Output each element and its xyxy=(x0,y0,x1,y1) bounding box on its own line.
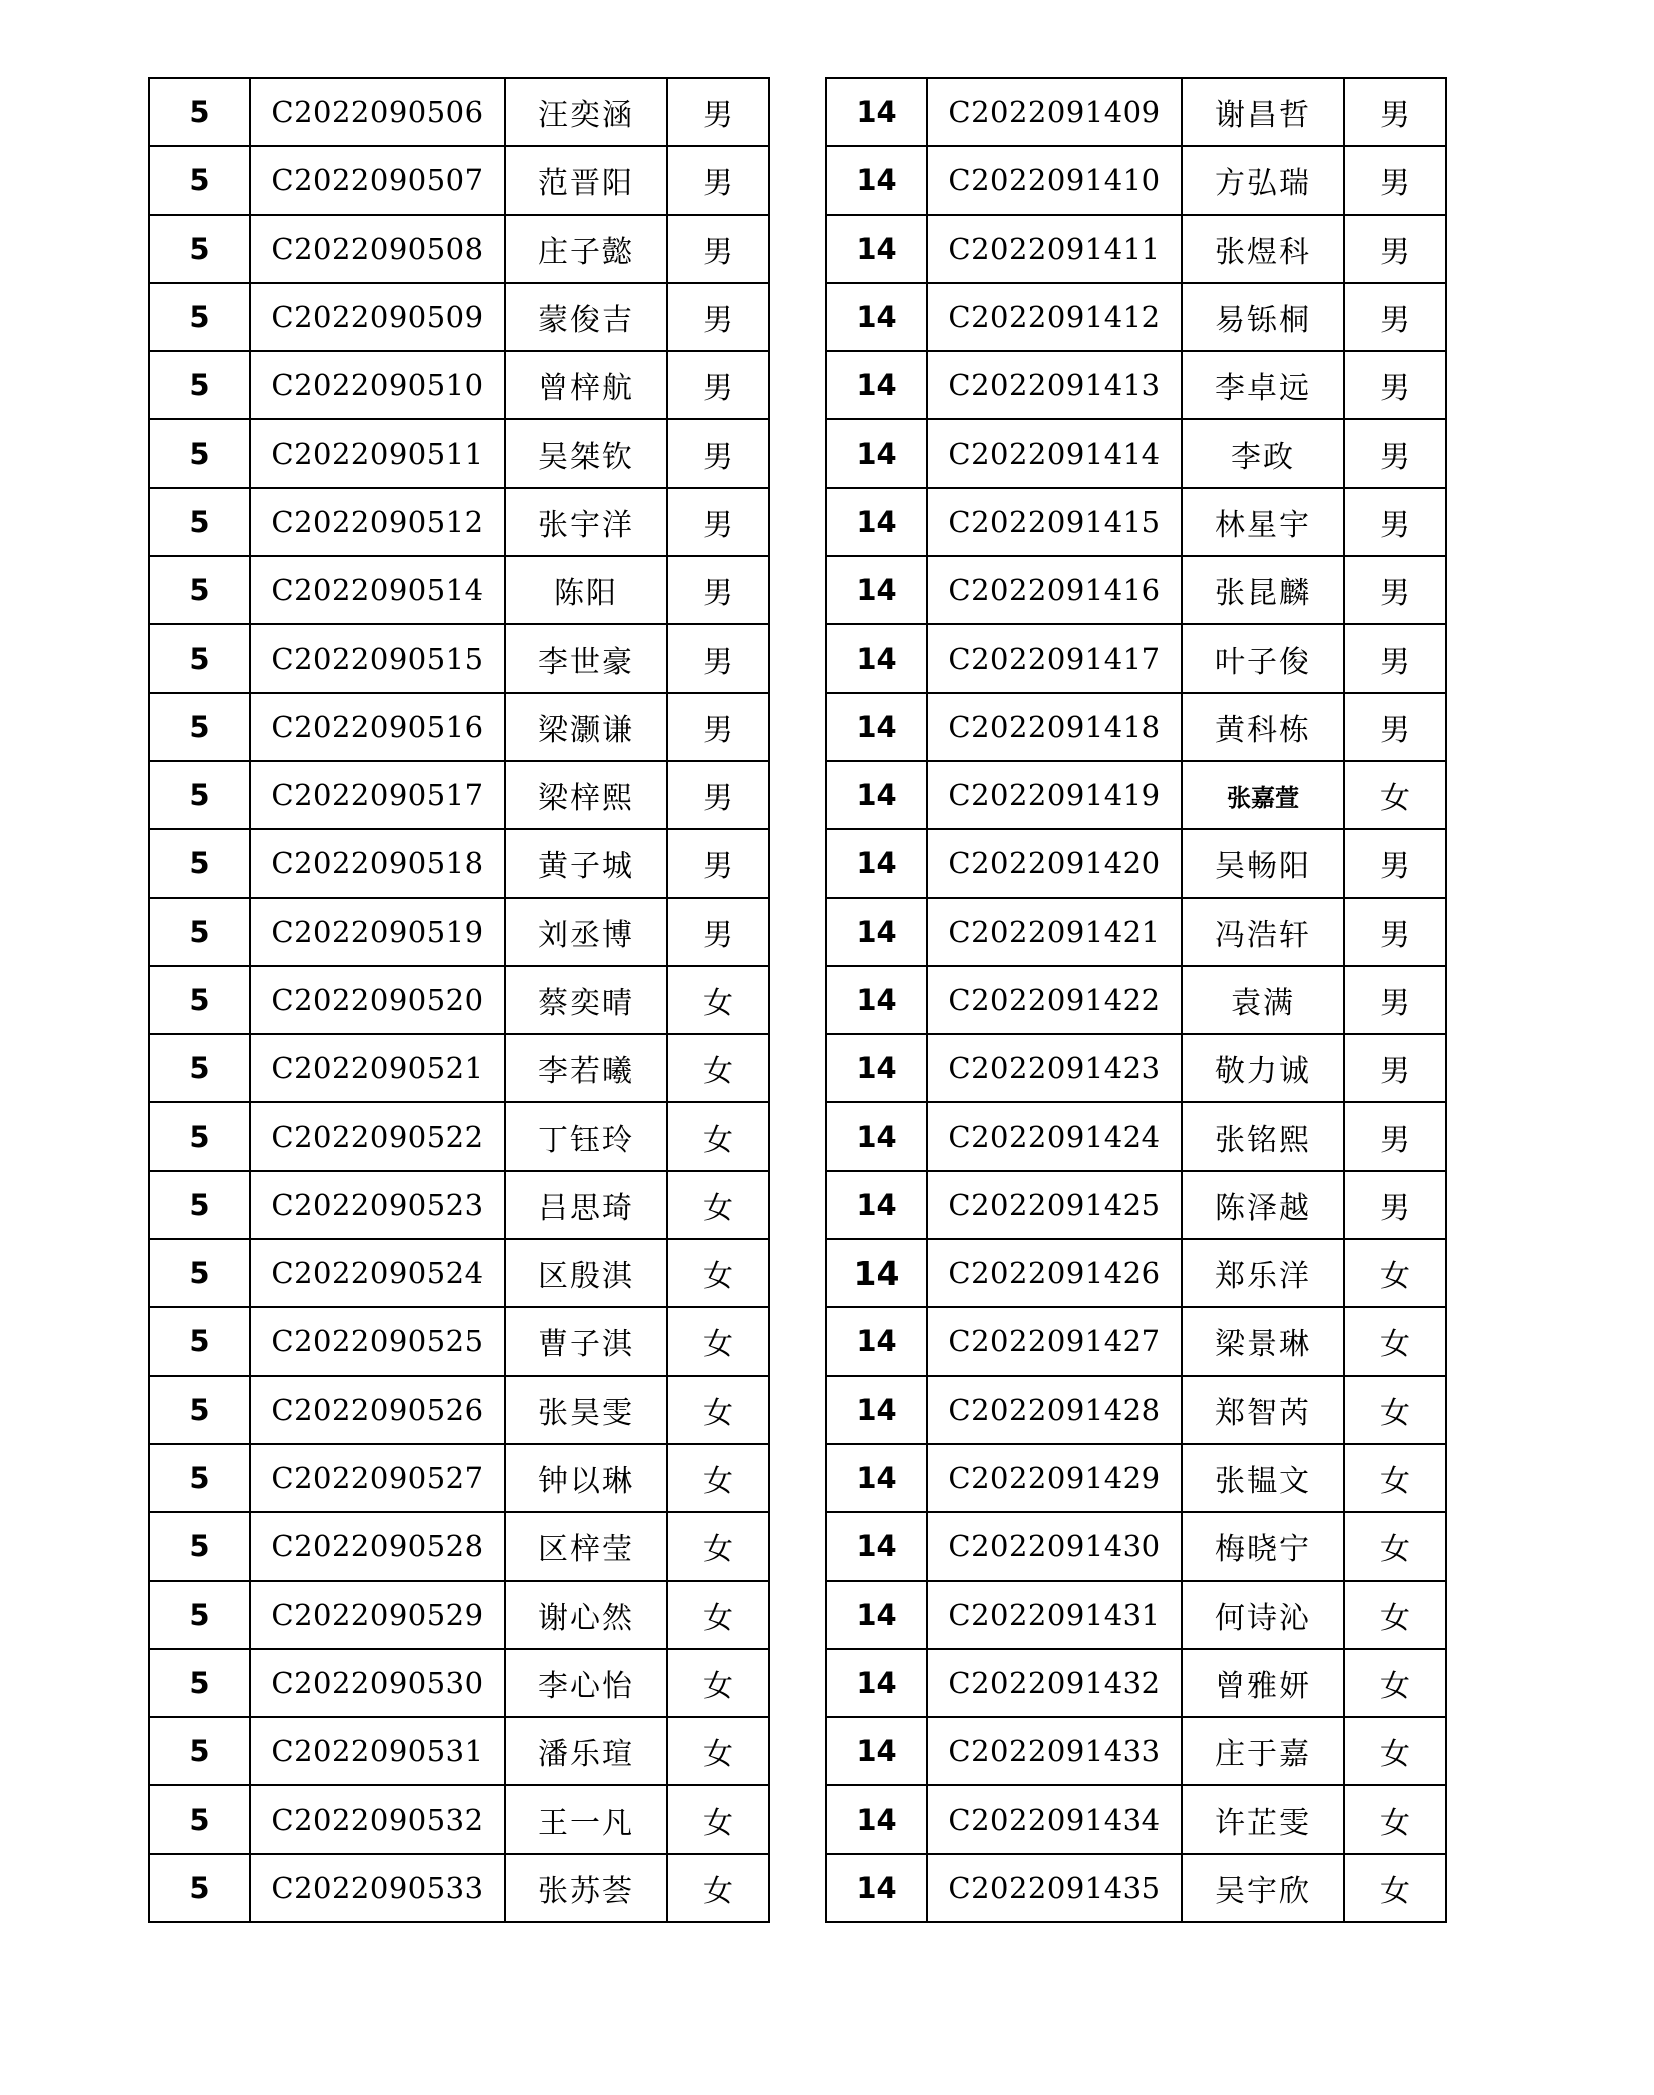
name-cell: 吴畅阳 xyxy=(1182,829,1344,897)
student-id-cell: C2022091412 xyxy=(927,283,1182,351)
table-row xyxy=(826,1854,1446,1922)
student-id-cell: C2022090528 xyxy=(250,1512,505,1580)
name-cell: 郑乐洋 xyxy=(1182,1239,1344,1307)
gender-cell: 男 xyxy=(667,215,769,283)
table-row xyxy=(149,1307,769,1375)
table-row xyxy=(149,1239,769,1307)
table-row xyxy=(149,1444,769,1512)
class-cell: 5 xyxy=(149,761,250,829)
name-cell: 谢昌哲 xyxy=(1182,78,1344,146)
name-cell: 冯浩轩 xyxy=(1182,898,1344,966)
table-row xyxy=(826,1171,1446,1239)
class-cell: 14 xyxy=(826,966,927,1034)
class-cell: 5 xyxy=(149,1376,250,1444)
name-cell: 吴桀钦 xyxy=(505,419,667,487)
table-row xyxy=(826,1239,1446,1307)
name-cell: 吕思琦 xyxy=(505,1171,667,1239)
gender-cell: 男 xyxy=(667,761,769,829)
student-id-cell: C2022090519 xyxy=(250,898,505,966)
student-id-cell: C2022090530 xyxy=(250,1649,505,1717)
class-cell: 5 xyxy=(149,1581,250,1649)
student-id-cell: C2022090531 xyxy=(250,1717,505,1785)
student-id-cell: C2022090518 xyxy=(250,829,505,897)
class-cell: 5 xyxy=(149,1171,250,1239)
gender-cell: 女 xyxy=(667,1102,769,1170)
name-cell: 张宇洋 xyxy=(505,488,667,556)
student-id-cell: C2022091421 xyxy=(927,898,1182,966)
table-row xyxy=(149,351,769,419)
student-id-cell: C2022090526 xyxy=(250,1376,505,1444)
name-cell: 曾梓航 xyxy=(505,351,667,419)
class-cell: 5 xyxy=(149,829,250,897)
name-cell: 黄科栋 xyxy=(1182,693,1344,761)
table-row xyxy=(149,78,769,146)
table-row xyxy=(826,1307,1446,1375)
gender-cell: 女 xyxy=(667,1444,769,1512)
name-cell: 张铭熙 xyxy=(1182,1102,1344,1170)
gender-cell: 女 xyxy=(1344,1785,1446,1853)
class-cell: 14 xyxy=(826,488,927,556)
name-cell: 张昆麟 xyxy=(1182,556,1344,624)
gender-cell: 男 xyxy=(1344,488,1446,556)
student-id-cell: C2022091419 xyxy=(927,761,1182,829)
table-row xyxy=(149,283,769,351)
student-id-cell: C2022090525 xyxy=(250,1307,505,1375)
class-cell: 5 xyxy=(149,1512,250,1580)
table-row xyxy=(826,1444,1446,1512)
table-row xyxy=(826,761,1446,829)
student-id-cell: C2022091417 xyxy=(927,624,1182,692)
name-cell: 区梓莹 xyxy=(505,1512,667,1580)
name-cell: 易铄桐 xyxy=(1182,283,1344,351)
class-cell: 14 xyxy=(826,898,927,966)
table-row xyxy=(149,419,769,487)
student-id-cell: C2022090512 xyxy=(250,488,505,556)
name-cell: 李心怡 xyxy=(505,1649,667,1717)
student-id-cell: C2022090532 xyxy=(250,1785,505,1853)
class-cell: 14 xyxy=(826,1376,927,1444)
class-cell: 14 xyxy=(826,829,927,897)
gender-cell: 男 xyxy=(667,898,769,966)
class-cell: 14 xyxy=(826,624,927,692)
gender-cell: 女 xyxy=(667,1376,769,1444)
table-row xyxy=(149,146,769,214)
name-cell: 陈阳 xyxy=(505,556,667,624)
name-cell: 林星宇 xyxy=(1182,488,1344,556)
student-id-cell: C2022090517 xyxy=(250,761,505,829)
name-cell: 汪奕涵 xyxy=(505,78,667,146)
name-cell: 曹子淇 xyxy=(505,1307,667,1375)
table-row xyxy=(826,283,1446,351)
class-cell: 14 xyxy=(826,351,927,419)
table-row xyxy=(149,1785,769,1853)
gender-cell: 女 xyxy=(667,1717,769,1785)
class-cell: 5 xyxy=(149,78,250,146)
gender-cell: 女 xyxy=(1344,1376,1446,1444)
gender-cell: 女 xyxy=(667,1512,769,1580)
name-cell: 张煜科 xyxy=(1182,215,1344,283)
class-cell: 14 xyxy=(826,1239,927,1307)
table-row xyxy=(826,829,1446,897)
gender-cell: 男 xyxy=(667,488,769,556)
student-id-cell: C2022090509 xyxy=(250,283,505,351)
class-cell: 14 xyxy=(826,215,927,283)
name-cell: 张昊雯 xyxy=(505,1376,667,1444)
class-cell: 5 xyxy=(149,1649,250,1717)
class-cell: 14 xyxy=(826,1102,927,1170)
class-cell: 14 xyxy=(826,556,927,624)
class-cell: 14 xyxy=(826,693,927,761)
table-row xyxy=(826,1581,1446,1649)
name-cell: 郑智芮 xyxy=(1182,1376,1344,1444)
table-row xyxy=(826,1785,1446,1853)
gender-cell: 男 xyxy=(667,829,769,897)
name-cell: 庄子懿 xyxy=(505,215,667,283)
name-cell: 陈泽越 xyxy=(1182,1171,1344,1239)
student-id-cell: C2022091430 xyxy=(927,1512,1182,1580)
gender-cell: 女 xyxy=(1344,1649,1446,1717)
table-row xyxy=(826,146,1446,214)
name-cell: 敬力诚 xyxy=(1182,1034,1344,1102)
student-id-cell: C2022090521 xyxy=(250,1034,505,1102)
table-row xyxy=(826,488,1446,556)
gender-cell: 女 xyxy=(667,1581,769,1649)
gender-cell: 女 xyxy=(667,1239,769,1307)
student-id-cell: C2022090516 xyxy=(250,693,505,761)
name-cell: 蒙俊吉 xyxy=(505,283,667,351)
name-cell: 李政 xyxy=(1182,419,1344,487)
table-row xyxy=(149,624,769,692)
class-cell: 5 xyxy=(149,898,250,966)
class-cell: 14 xyxy=(826,1444,927,1512)
gender-cell: 男 xyxy=(1344,1171,1446,1239)
gender-cell: 女 xyxy=(667,1854,769,1922)
student-id-cell: C2022090520 xyxy=(250,966,505,1034)
gender-cell: 男 xyxy=(667,419,769,487)
class-cell: 5 xyxy=(149,1444,250,1512)
student-id-cell: C2022091428 xyxy=(927,1376,1182,1444)
student-id-cell: C2022091424 xyxy=(927,1102,1182,1170)
student-id-cell: C2022091416 xyxy=(927,556,1182,624)
gender-cell: 女 xyxy=(1344,1239,1446,1307)
table-row xyxy=(149,829,769,897)
table-row xyxy=(149,1649,769,1717)
student-id-cell: C2022091426 xyxy=(927,1239,1182,1307)
table-row xyxy=(826,1649,1446,1717)
class-cell: 14 xyxy=(826,1854,927,1922)
table-row xyxy=(826,1717,1446,1785)
gender-cell: 男 xyxy=(1344,78,1446,146)
gender-cell: 女 xyxy=(667,1649,769,1717)
class-cell: 5 xyxy=(149,283,250,351)
student-id-cell: C2022091420 xyxy=(927,829,1182,897)
gender-cell: 男 xyxy=(1344,898,1446,966)
roster-table-body xyxy=(826,78,1446,1922)
class-cell: 5 xyxy=(149,1717,250,1785)
name-cell: 蔡奕晴 xyxy=(505,966,667,1034)
class-cell: 14 xyxy=(826,283,927,351)
class-cell: 14 xyxy=(826,1034,927,1102)
table-row xyxy=(826,419,1446,487)
name-cell: 梅晓宁 xyxy=(1182,1512,1344,1580)
student-id-cell: C2022091433 xyxy=(927,1717,1182,1785)
table-row xyxy=(149,1102,769,1170)
student-id-cell: C2022090529 xyxy=(250,1581,505,1649)
class-cell: 14 xyxy=(826,78,927,146)
name-cell: 庄于嘉 xyxy=(1182,1717,1344,1785)
gender-cell: 男 xyxy=(1344,215,1446,283)
gender-cell: 男 xyxy=(1344,283,1446,351)
student-id-cell: C2022090522 xyxy=(250,1102,505,1170)
table-row xyxy=(826,215,1446,283)
table-row xyxy=(149,556,769,624)
name-cell: 方弘瑞 xyxy=(1182,146,1344,214)
table-row xyxy=(149,761,769,829)
gender-cell: 男 xyxy=(1344,419,1446,487)
student-id-cell: C2022091432 xyxy=(927,1649,1182,1717)
gender-cell: 女 xyxy=(1344,1717,1446,1785)
student-id-cell: C2022091434 xyxy=(927,1785,1182,1853)
student-id-cell: C2022090508 xyxy=(250,215,505,283)
class-cell: 14 xyxy=(826,1171,927,1239)
class-cell: 14 xyxy=(826,1581,927,1649)
table-row xyxy=(149,966,769,1034)
student-id-cell: C2022090524 xyxy=(250,1239,505,1307)
name-cell: 梁灏谦 xyxy=(505,693,667,761)
class-cell: 5 xyxy=(149,1307,250,1375)
table-row xyxy=(826,1034,1446,1102)
gender-cell: 女 xyxy=(1344,1854,1446,1922)
roster-table-left xyxy=(148,77,770,1923)
gender-cell: 男 xyxy=(667,556,769,624)
name-cell: 区殷淇 xyxy=(505,1239,667,1307)
name-cell: 谢心然 xyxy=(505,1581,667,1649)
name-cell: 李世豪 xyxy=(505,624,667,692)
name-cell: 钟以琳 xyxy=(505,1444,667,1512)
table-row xyxy=(149,488,769,556)
class-cell: 5 xyxy=(149,1854,250,1922)
student-id-cell: C2022091410 xyxy=(927,146,1182,214)
gender-cell: 男 xyxy=(667,78,769,146)
student-id-cell: C2022091435 xyxy=(927,1854,1182,1922)
gender-cell: 男 xyxy=(1344,1102,1446,1170)
name-cell: 曾雅妍 xyxy=(1182,1649,1344,1717)
student-id-cell: C2022090506 xyxy=(250,78,505,146)
student-id-cell: C2022090527 xyxy=(250,1444,505,1512)
gender-cell: 男 xyxy=(1344,1034,1446,1102)
student-id-cell: C2022090523 xyxy=(250,1171,505,1239)
class-cell: 5 xyxy=(149,966,250,1034)
gender-cell: 男 xyxy=(1344,351,1446,419)
table-row xyxy=(149,1034,769,1102)
table-row xyxy=(826,693,1446,761)
table-row xyxy=(826,624,1446,692)
name-cell: 刘丞博 xyxy=(505,898,667,966)
gender-cell: 女 xyxy=(1344,1444,1446,1512)
name-cell: 许芷雯 xyxy=(1182,1785,1344,1853)
gender-cell: 女 xyxy=(667,1171,769,1239)
class-cell: 14 xyxy=(826,419,927,487)
class-cell: 14 xyxy=(826,1785,927,1853)
gender-cell: 男 xyxy=(1344,829,1446,897)
table-row xyxy=(826,1512,1446,1580)
table-row xyxy=(149,1717,769,1785)
name-cell: 吴宇欣 xyxy=(1182,1854,1344,1922)
student-id-cell: C2022090514 xyxy=(250,556,505,624)
class-cell: 14 xyxy=(826,1717,927,1785)
table-row xyxy=(826,898,1446,966)
class-cell: 14 xyxy=(826,146,927,214)
gender-cell: 女 xyxy=(667,1034,769,1102)
class-cell: 5 xyxy=(149,1034,250,1102)
student-id-cell: C2022090533 xyxy=(250,1854,505,1922)
roster-table-right xyxy=(825,77,1447,1923)
gender-cell: 女 xyxy=(667,1785,769,1853)
class-cell: 14 xyxy=(826,761,927,829)
student-id-cell: C2022091409 xyxy=(927,78,1182,146)
table-row xyxy=(149,1854,769,1922)
name-cell: 张嘉萱 xyxy=(1182,761,1344,829)
student-id-cell: C2022091425 xyxy=(927,1171,1182,1239)
table-row xyxy=(826,351,1446,419)
gender-cell: 男 xyxy=(1344,624,1446,692)
gender-cell: 男 xyxy=(1344,146,1446,214)
student-id-cell: C2022091414 xyxy=(927,419,1182,487)
gender-cell: 男 xyxy=(1344,966,1446,1034)
class-cell: 5 xyxy=(149,215,250,283)
gender-cell: 女 xyxy=(1344,761,1446,829)
gender-cell: 男 xyxy=(1344,693,1446,761)
name-cell: 黄子城 xyxy=(505,829,667,897)
student-id-cell: C2022090507 xyxy=(250,146,505,214)
gender-cell: 女 xyxy=(1344,1307,1446,1375)
student-id-cell: C2022091418 xyxy=(927,693,1182,761)
gender-cell: 女 xyxy=(667,966,769,1034)
table-row xyxy=(149,693,769,761)
student-id-cell: C2022091411 xyxy=(927,215,1182,283)
table-row xyxy=(149,1581,769,1649)
name-cell: 叶子俊 xyxy=(1182,624,1344,692)
class-cell: 14 xyxy=(826,1307,927,1375)
name-cell: 何诗沁 xyxy=(1182,1581,1344,1649)
student-id-cell: C2022090515 xyxy=(250,624,505,692)
class-cell: 5 xyxy=(149,351,250,419)
class-cell: 5 xyxy=(149,146,250,214)
student-id-cell: C2022090511 xyxy=(250,419,505,487)
student-id-cell: C2022091423 xyxy=(927,1034,1182,1102)
name-cell: 李卓远 xyxy=(1182,351,1344,419)
student-id-cell: C2022091413 xyxy=(927,351,1182,419)
name-cell: 张韫文 xyxy=(1182,1444,1344,1512)
gender-cell: 男 xyxy=(667,283,769,351)
table-row xyxy=(826,78,1446,146)
student-id-cell: C2022090510 xyxy=(250,351,505,419)
table-row xyxy=(826,1376,1446,1444)
class-cell: 14 xyxy=(826,1649,927,1717)
class-cell: 5 xyxy=(149,624,250,692)
gender-cell: 男 xyxy=(667,693,769,761)
table-row xyxy=(149,1171,769,1239)
class-cell: 5 xyxy=(149,1102,250,1170)
roster-table-body xyxy=(149,78,769,1922)
table-row xyxy=(149,215,769,283)
class-cell: 5 xyxy=(149,1785,250,1853)
gender-cell: 男 xyxy=(667,351,769,419)
gender-cell: 女 xyxy=(1344,1581,1446,1649)
name-cell: 袁满 xyxy=(1182,966,1344,1034)
student-id-cell: C2022091422 xyxy=(927,966,1182,1034)
name-cell: 张苏荟 xyxy=(505,1854,667,1922)
name-cell: 梁梓熙 xyxy=(505,761,667,829)
name-cell: 潘乐瑄 xyxy=(505,1717,667,1785)
name-cell: 丁钰玲 xyxy=(505,1102,667,1170)
class-cell: 14 xyxy=(826,1512,927,1580)
class-cell: 5 xyxy=(149,693,250,761)
class-cell: 5 xyxy=(149,556,250,624)
table-row xyxy=(826,966,1446,1034)
class-cell: 5 xyxy=(149,1239,250,1307)
student-id-cell: C2022091427 xyxy=(927,1307,1182,1375)
table-row xyxy=(149,1376,769,1444)
gender-cell: 女 xyxy=(1344,1512,1446,1580)
gender-cell: 男 xyxy=(667,624,769,692)
student-id-cell: C2022091431 xyxy=(927,1581,1182,1649)
table-row xyxy=(826,1102,1446,1170)
gender-cell: 男 xyxy=(1344,556,1446,624)
gender-cell: 男 xyxy=(667,146,769,214)
name-cell: 李若曦 xyxy=(505,1034,667,1102)
class-cell: 5 xyxy=(149,419,250,487)
table-row xyxy=(149,898,769,966)
name-cell: 王一凡 xyxy=(505,1785,667,1853)
name-cell: 梁景琳 xyxy=(1182,1307,1344,1375)
student-id-cell: C2022091415 xyxy=(927,488,1182,556)
class-cell: 5 xyxy=(149,488,250,556)
student-id-cell: C2022091429 xyxy=(927,1444,1182,1512)
gender-cell: 女 xyxy=(667,1307,769,1375)
name-cell: 范晋阳 xyxy=(505,146,667,214)
table-row xyxy=(149,1512,769,1580)
table-row xyxy=(826,556,1446,624)
